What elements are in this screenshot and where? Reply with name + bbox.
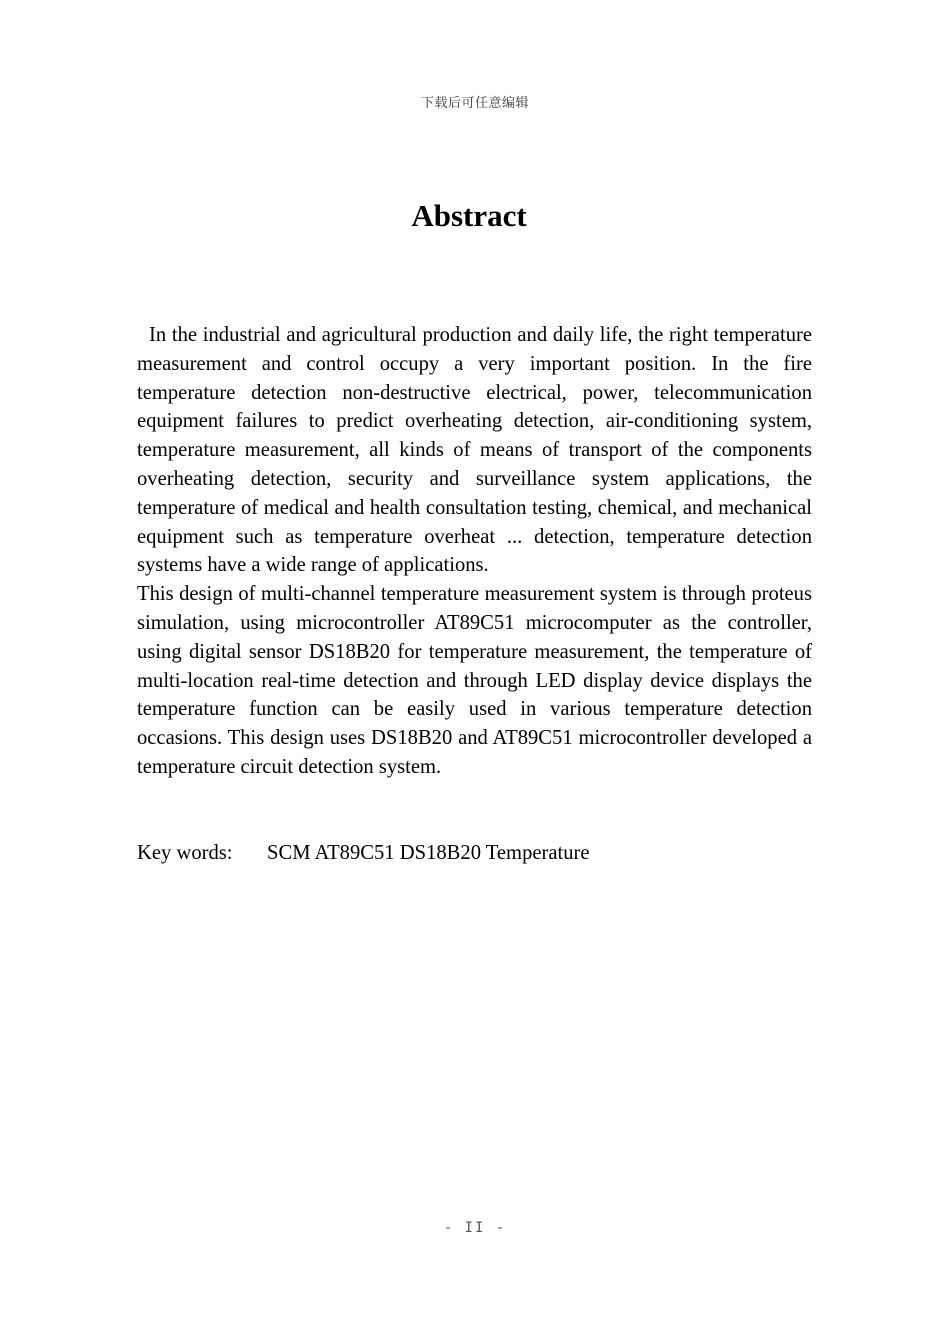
- page-number: - II -: [443, 1220, 507, 1236]
- keywords-label: Key words:: [137, 842, 233, 864]
- page-header-note: 下载后可任意编辑: [420, 96, 529, 111]
- keywords-value: SCM AT89C51 DS18B20 Temperature: [267, 842, 590, 864]
- abstract-title: Abstract: [411, 198, 527, 233]
- abstract-paragraph-2: This design of multi-channel temperature measurement system is through proteus simulation, using microcontroller AT89C51 microcomputer as the controller, using digital sensor DS18B20 for temperature measurement, the temperature of multi-location real-time detection and through LED display device displays the temperature function can be easily used in various temperature detection occasions. This design uses DS18B20 and AT89C51 microcontroller developed a temperature circuit detection system.: [137, 583, 812, 778]
- keywords-line: [137, 839, 812, 868]
- abstract-body: [137, 321, 812, 782]
- abstract-paragraph-1: In the industrial and agricultural production and daily life, the right temperature measurement and control occupy a very important position. In the fire temperature detection non-destructive electrical, power, telecommunication equipment failures to predict overheating detection, air-conditioning system, temperature measurement, all kinds of means of transport of the components overheating detection, security and surveillance system applications, the temperature of medical and health consultation testing, chemical, and mechanical equipment such as temperature overheat ... detection, temperature detection systems have a wide range of applications.: [137, 324, 812, 577]
